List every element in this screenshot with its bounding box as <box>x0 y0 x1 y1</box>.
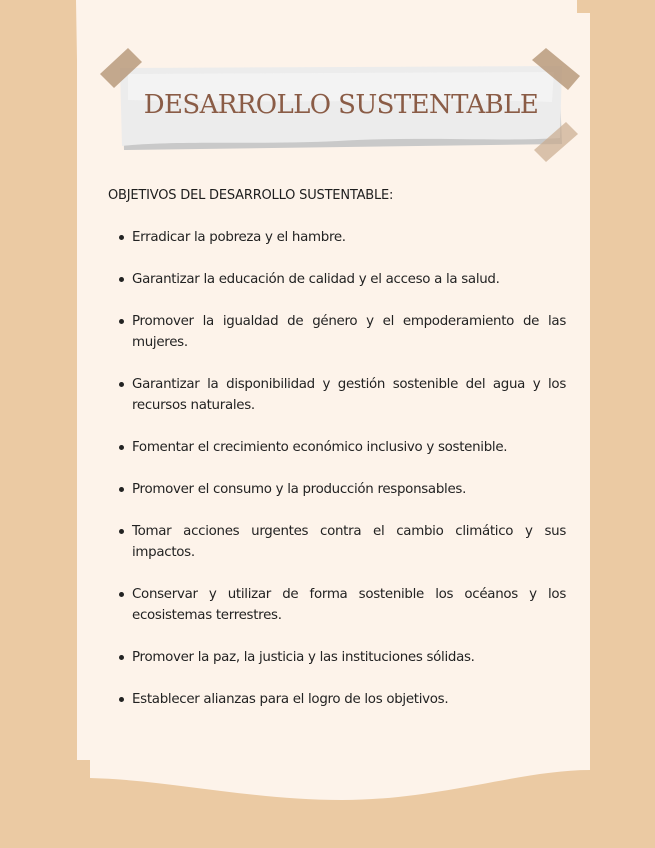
list-item-text: Promover la igualdad de género y el empoderamiento de las mujeres. <box>132 314 566 350</box>
list-item-text: Garantizar la educación de calidad y el acceso a la salud. <box>132 272 500 287</box>
tape-top-left-icon <box>96 44 146 94</box>
bullet-icon <box>119 487 124 492</box>
bullet-icon <box>119 319 124 324</box>
list-item-text: Promover la paz, la justicia y las instituciones sólidas. <box>132 650 475 665</box>
bullet-icon <box>119 655 124 660</box>
bullet-icon <box>119 529 124 534</box>
bullet-icon <box>119 697 124 702</box>
objectives-heading: OBJETIVOS DEL DESARROLLO SUSTENTABLE: <box>108 188 394 203</box>
list-item-text: Tomar acciones urgentes contra el cambio climático y sus impactos. <box>132 524 566 560</box>
bullet-icon <box>119 445 124 450</box>
list-item <box>108 269 566 290</box>
tape-top-right-icon <box>530 48 582 92</box>
page-title: DESARROLLO SUSTENTABLE <box>143 90 539 120</box>
list-item <box>108 437 566 458</box>
bullet-icon <box>119 235 124 240</box>
list-item <box>108 647 566 668</box>
list-item <box>108 374 566 416</box>
list-item <box>108 584 566 626</box>
bullet-icon <box>119 592 124 597</box>
list-item-text: Conservar y utilizar de forma sostenible los océanos y los ecosistemas terrestres. <box>132 587 566 623</box>
list-item-text: Erradicar la pobreza y el hambre. <box>132 230 346 245</box>
list-item-text: Establecer alianzas para el logro de los objetivos. <box>132 692 449 707</box>
list-item-text: Garantizar la disponibilidad y gestión sostenible del agua y los recursos naturales. <box>132 377 566 413</box>
list-item <box>108 479 566 500</box>
list-item <box>108 689 566 710</box>
objectives-list <box>108 227 566 731</box>
tape-bottom-right-icon <box>530 120 582 164</box>
bullet-icon <box>119 382 124 387</box>
list-item <box>108 311 566 353</box>
list-item-text: Fomentar el crecimiento económico inclusivo y sostenible. <box>132 440 508 455</box>
list-item-text: Promover el consumo y la producción responsables. <box>132 482 467 497</box>
bullet-icon <box>119 277 124 282</box>
list-item <box>108 521 566 563</box>
list-item <box>108 227 566 248</box>
